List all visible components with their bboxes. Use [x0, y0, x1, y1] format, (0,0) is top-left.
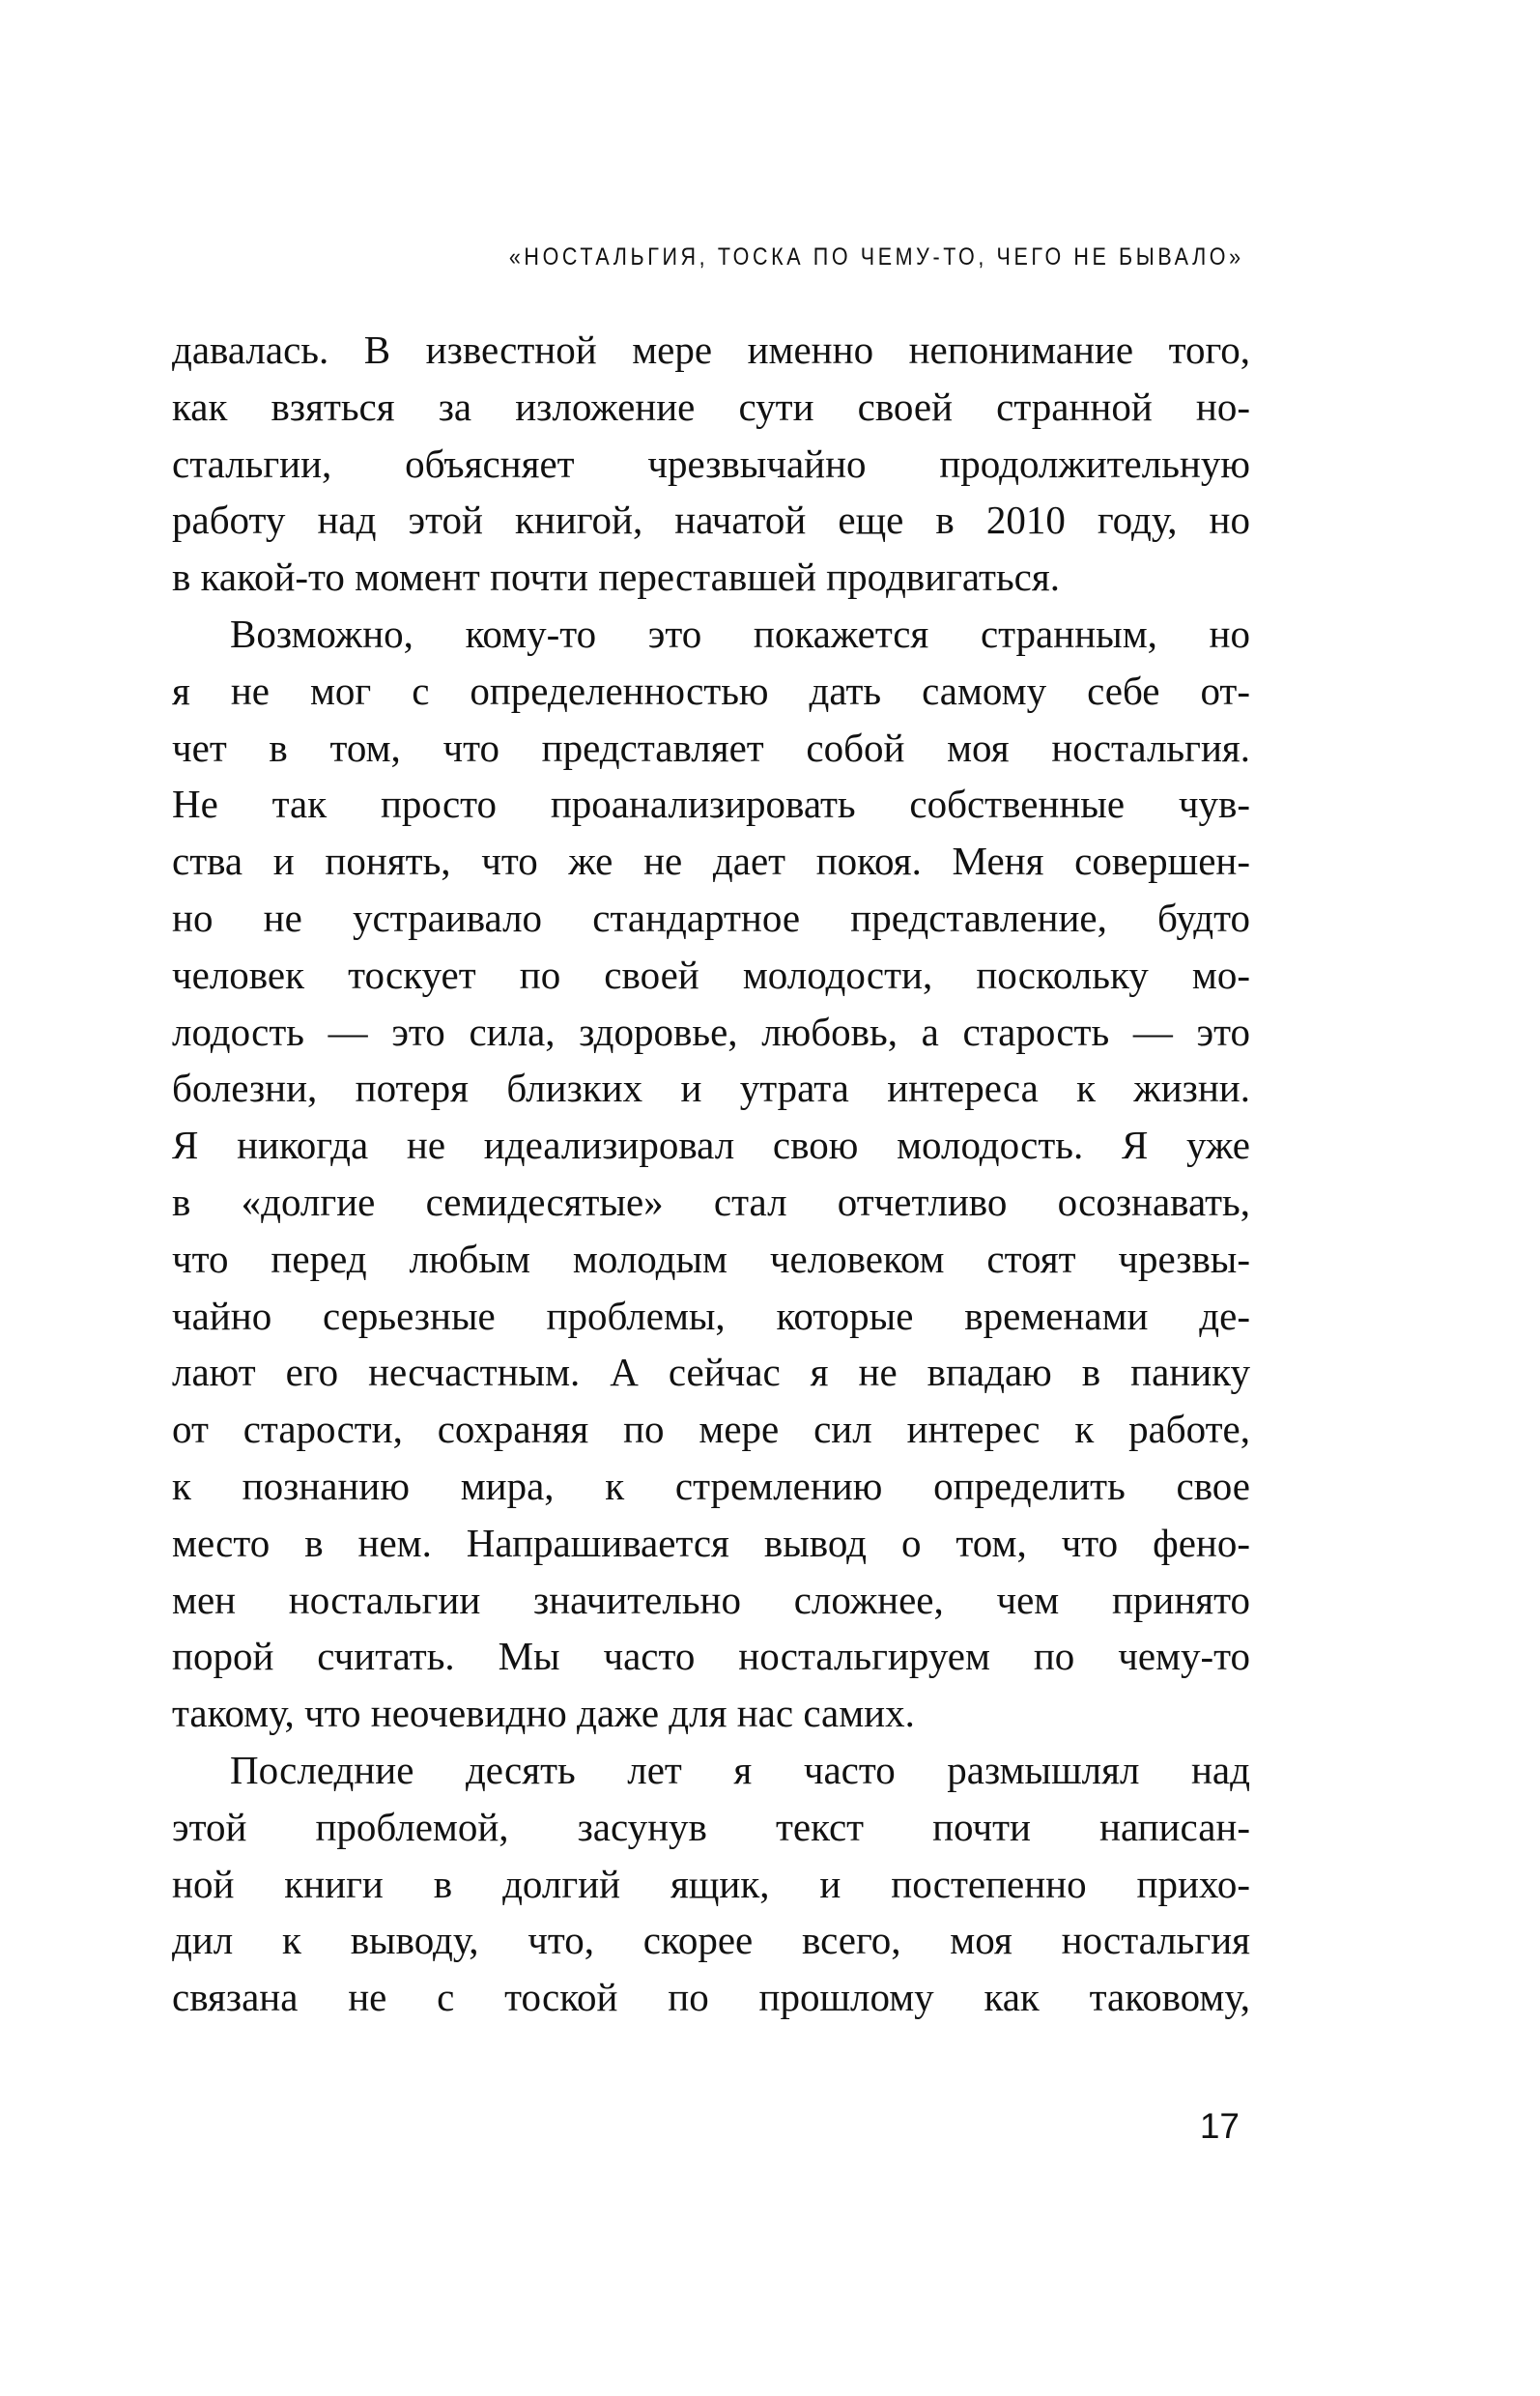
text-line: Я никогда не идеализировал свою молодость. Я уже — [172, 1123, 1250, 1168]
text-line: от старости, сохраняя по мере сил интерес к работе, — [172, 1407, 1250, 1452]
page-number: 17 — [1199, 2106, 1240, 2146]
text-line: Возможно, кому-то это покажется странным, но — [230, 611, 1250, 656]
text-line: давалась. В известной мере именно непонимание того, — [172, 328, 1250, 372]
text-line: в какой-то момент почти переставшей продвигаться. — [172, 555, 1060, 600]
text-line: дил к выводу, что, скорее всего, моя ностальгия — [172, 1918, 1250, 1963]
text-line: такому, что неочевидно даже для нас самих. — [172, 1691, 915, 1736]
text-line: этой проблемой, засунув текст почти написан- — [172, 1804, 1250, 1849]
text-line: к познанию мира, к стремлению определить свое — [172, 1463, 1250, 1508]
text-line: но не устраивало стандартное представление, будто — [172, 895, 1250, 940]
text-line: связана не с тоской по прошлому как таковому, — [172, 1975, 1250, 2020]
text-line: Последние десять лет я часто размышлял над — [230, 1747, 1250, 1792]
text-line: ной книги в долгий ящик, и постепенно прихо- — [172, 1861, 1250, 1906]
text-line: лодость — это сила, здоровье, любовь, а старость — это — [172, 1009, 1250, 1054]
body-text — [172, 322, 1250, 2026]
text-line: болезни, потеря близких и утрата интереса к жизни. — [172, 1066, 1250, 1111]
text-line: работу над этой книгой, начатой еще в 2010 году, но — [172, 498, 1250, 543]
text-line: Не так просто проанализировать собственные чув- — [172, 782, 1250, 827]
text-line: стальгии, объясняет чрезвычайно продолжительную — [172, 441, 1250, 486]
running-header: «НОСТАЛЬГИЯ, ТОСКА ПО ЧЕМУ-ТО, ЧЕГО НЕ БЫВАЛО» — [509, 243, 1244, 271]
text-line: в «долгие семидесятые» стал отчетливо осознавать, — [172, 1179, 1250, 1224]
text-line: что перед любым молодым человеком стоят чрезвы- — [172, 1236, 1250, 1281]
text-line: чайно серьезные проблемы, которые временами де- — [172, 1293, 1250, 1338]
text-line: человек тоскует по своей молодости, поскольку мо- — [172, 952, 1250, 997]
text-line: ства и понять, что же не дает покоя. Меня совершен- — [172, 839, 1250, 884]
text-line: как взяться за изложение сути своей странной но- — [172, 384, 1250, 429]
text-line: чет в том, что представляет собой моя ностальгия. — [172, 725, 1250, 770]
text-line: порой считать. Мы часто ностальгируем по чему-то — [172, 1634, 1250, 1679]
text-line: я не мог с определенностью дать самому себе от- — [172, 668, 1250, 713]
text-line: мен ностальгии значительно сложнее, чем принято — [172, 1577, 1250, 1622]
text-line: лают его несчастным. А сейчас я не впадаю в панику — [172, 1350, 1250, 1395]
text-line: место в нем. Напрашивается вывод о том, что фено- — [172, 1520, 1250, 1565]
